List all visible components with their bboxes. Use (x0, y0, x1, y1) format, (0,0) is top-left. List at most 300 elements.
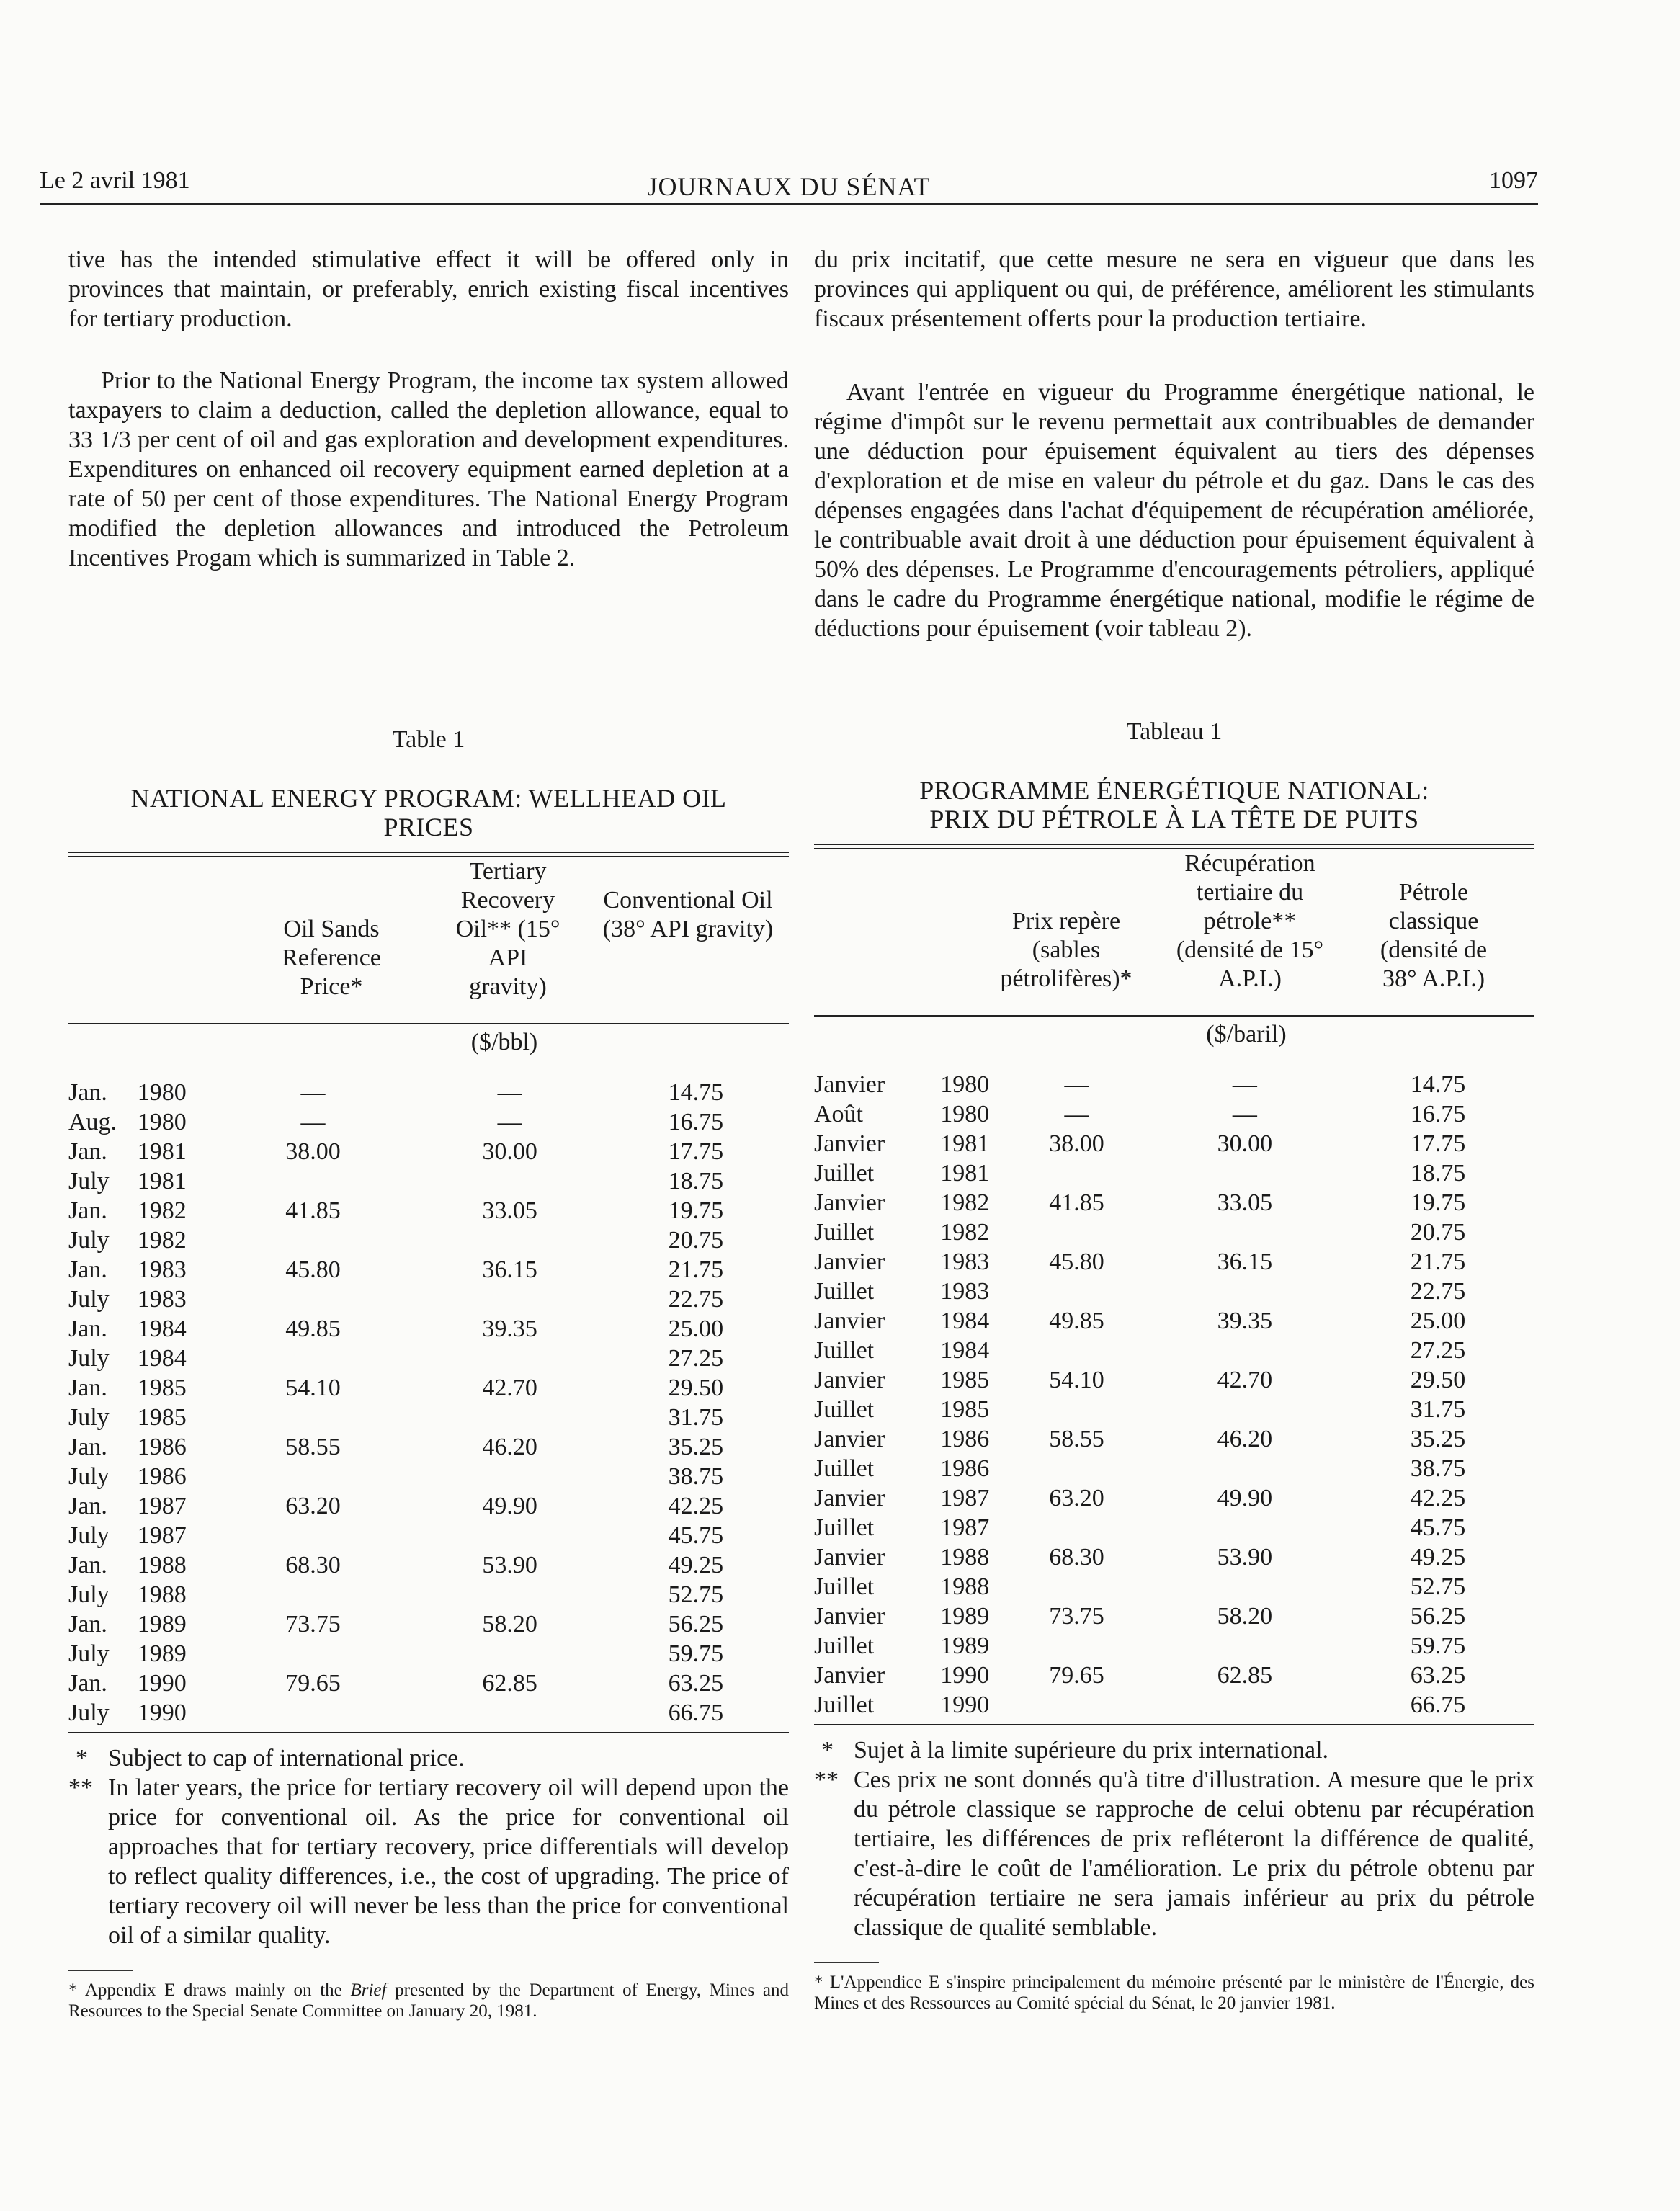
fr-cell-oil-sands-price: 58.55 (1049, 1426, 1104, 1452)
fr-cell-year: 1984 (940, 1308, 990, 1334)
fr-col-classic: Pétrole classique (densité de 38° A.P.I.) (1380, 879, 1488, 992)
en-cell-tertiary-price (416, 1166, 602, 1196)
fr-cell-year: 1980 (940, 1101, 990, 1127)
fr-cell-month: Juillet (814, 1514, 875, 1541)
fr-cell-tertiary-price (1148, 1158, 1341, 1188)
fr-cell-conventional-price: 49.25 (1410, 1544, 1466, 1571)
fr-cell-tertiary-price (1148, 1513, 1341, 1542)
en-units: ($/bbl) (470, 1029, 538, 1055)
fr-cell-tertiary-price: 30.00 (1217, 1130, 1273, 1157)
en-cell-conventional-price: 20.75 (668, 1227, 724, 1254)
en-cell-oil-sands-price: 68.30 (285, 1552, 341, 1578)
fr-cell-year: 1986 (940, 1426, 990, 1452)
en-cell-conventional-price: 25.00 (668, 1316, 724, 1342)
en-footnote-2 (68, 1773, 789, 1950)
en-cell-year: 1987 (137, 1493, 187, 1519)
fr-cell-year: 1989 (940, 1632, 990, 1659)
en-table-title: NATIONAL ENERGY PROGRAM: WELLHEAD OIL PRICES (130, 784, 727, 841)
en-col-oil-sands: Oil Sands Reference Price* (282, 916, 381, 1000)
fr-table-row (814, 1218, 1534, 1247)
en-cell-tertiary-price (416, 1521, 602, 1550)
fr-cell-tertiary-price: 49.90 (1217, 1485, 1273, 1511)
fr-cell-tertiary-price (1148, 1277, 1341, 1306)
fr-cell-month: Juillet (814, 1278, 875, 1305)
en-cell-oil-sands-price: 58.55 (285, 1434, 341, 1460)
fr-cell-conventional-price: 17.75 (1410, 1130, 1466, 1157)
en-table-row (68, 1373, 789, 1403)
fr-cell-oil-sands-price (1005, 1336, 1148, 1365)
fr-price-table (814, 1070, 1534, 1720)
fr-cell-conventional-price: 20.75 (1410, 1219, 1466, 1246)
header-page-number: 1097 (1489, 167, 1538, 194)
en-cell-oil-sands-price (209, 1344, 416, 1373)
en-cell-month: Jan. (68, 1493, 107, 1519)
fr-units: ($/baril) (1206, 1021, 1287, 1048)
fr-cell-year: 1990 (940, 1692, 990, 1718)
fr-cell-oil-sands-price (1005, 1454, 1148, 1483)
fr-paragraph-1: du prix incitatif, que cette mesure ne sera en vigueur que dans les provinces qui appliquent ou qui, de préférence, améliorent les stimulants fiscaux présentement offerts pour la production tertiaire. (814, 246, 1534, 332)
en-cell-year: 1986 (137, 1434, 187, 1460)
en-footnote-rule (68, 1970, 133, 1971)
en-cell-month: July (68, 1286, 110, 1313)
en-cell-year: 1985 (137, 1375, 187, 1401)
fr-cell-tertiary-price: 53.90 (1217, 1544, 1273, 1571)
en-table-row (68, 1639, 789, 1669)
en-cell-year: 1988 (137, 1552, 187, 1578)
en-cell-tertiary-price: 39.35 (482, 1316, 537, 1342)
en-appendix-note-emphasis: Brief (350, 1980, 387, 2000)
en-appendix-note-text-a: Appendix E draws mainly on the (84, 1980, 351, 2000)
en-cell-month: July (68, 1404, 110, 1431)
en-cell-conventional-price: 42.25 (668, 1493, 724, 1519)
fr-footnote-2-text: Ces prix ne sont donnés qu'à titre d'illustration. A mesure que le prix du pétrole classique se rapproche de celui obtenu par récupération tertiaire, les différences de prix refléteront la différence de qualité, c'est-à-dire le coût de l'amélioration. Le prix du pétrole obtenu par récupération tertiaire ne sera jamais inférieur au prix du pétrole classique de qualité semblable. (854, 1766, 1534, 1941)
fr-appendix-note-text: L'Appendice E s'inspire principalement du mémoire présenté par le ministère de l'Énergie, des Mines et des Ressources au Comité spécial du Sénat, le 20 janvier 1981. (814, 1973, 1535, 2013)
en-table-row (68, 1669, 789, 1698)
en-cell-year: 1981 (137, 1168, 187, 1194)
fr-table-row (814, 1365, 1534, 1395)
fr-cell-month: Janvier (814, 1603, 885, 1630)
en-cell-tertiary-price: 53.90 (482, 1552, 537, 1578)
en-cell-conventional-price: 63.25 (668, 1670, 724, 1697)
fr-table-label: Tableau 1 (1126, 718, 1223, 745)
fr-cell-oil-sands-price (1005, 1631, 1148, 1661)
fr-cell-oil-sands-price: 73.75 (1049, 1603, 1104, 1630)
fr-cell-tertiary-price (1148, 1690, 1341, 1720)
fr-cell-tertiary-price: — (1232, 1101, 1257, 1127)
en-footnote-1-text: Subject to cap of international price. (108, 1745, 465, 1772)
fr-footnote-1-text: Sujet à la limite supérieure du prix international. (854, 1737, 1329, 1764)
fr-cell-conventional-price: 19.75 (1410, 1189, 1466, 1216)
fr-cell-year: 1982 (940, 1189, 990, 1216)
fr-table-row (814, 1661, 1534, 1690)
fr-column-headers (814, 849, 1534, 1015)
fr-cell-month: Janvier (814, 1249, 885, 1275)
fr-cell-month: Août (814, 1101, 863, 1127)
en-cell-oil-sands-price (209, 1403, 416, 1432)
en-cell-tertiary-price: — (497, 1109, 522, 1135)
en-table-row (68, 1344, 789, 1373)
fr-cell-conventional-price: 38.75 (1410, 1455, 1466, 1482)
en-cell-oil-sands-price (209, 1225, 416, 1255)
en-cell-conventional-price: 56.25 (668, 1611, 724, 1638)
fr-cell-conventional-price: 16.75 (1410, 1101, 1466, 1127)
fr-cell-oil-sands-price (1005, 1513, 1148, 1542)
fr-cell-year: 1986 (940, 1455, 990, 1482)
en-cell-tertiary-price (416, 1285, 602, 1314)
en-cell-month: Jan. (68, 1670, 107, 1697)
fr-cell-conventional-price: 63.25 (1410, 1662, 1466, 1689)
header-date: Le 2 avril 1981 (40, 167, 190, 194)
fr-cell-tertiary-price: 46.20 (1217, 1426, 1273, 1452)
fr-cell-year: 1984 (940, 1337, 990, 1364)
fr-cell-oil-sands-price (1005, 1690, 1148, 1720)
fr-cell-year: 1987 (940, 1485, 990, 1511)
en-cell-conventional-price: 22.75 (668, 1286, 724, 1313)
fr-table-row (814, 1247, 1534, 1277)
en-table-row (68, 1166, 789, 1196)
fr-cell-conventional-price: 56.25 (1410, 1603, 1466, 1630)
fr-cell-month: Juillet (814, 1160, 875, 1187)
fr-cell-oil-sands-price: 79.65 (1049, 1662, 1104, 1689)
fr-cell-conventional-price: 14.75 (1410, 1071, 1466, 1098)
en-cell-year: 1988 (137, 1581, 187, 1608)
en-cell-tertiary-price: 46.20 (482, 1434, 537, 1460)
fr-table-row (814, 1602, 1534, 1631)
en-footnote-2-mark: ** (68, 1774, 93, 1801)
fr-cell-oil-sands-price: — (1064, 1071, 1089, 1098)
fr-cell-year: 1981 (940, 1130, 990, 1157)
en-col-tertiary: Tertiary Recovery Oil** (15° API gravity) (455, 858, 560, 1000)
en-cell-year: 1986 (137, 1463, 187, 1490)
en-cell-conventional-price: 49.25 (668, 1552, 724, 1578)
fr-table-row (814, 1099, 1534, 1129)
fr-footnote-1-mark: * (821, 1737, 834, 1764)
fr-cell-oil-sands-price (1005, 1158, 1148, 1188)
en-appendix-note (68, 1980, 789, 2022)
fr-cell-month: Juillet (814, 1573, 875, 1600)
french-column (814, 245, 1534, 2014)
en-cell-conventional-price: 38.75 (668, 1463, 724, 1490)
en-cell-year: 1981 (137, 1138, 187, 1165)
fr-cell-conventional-price: 52.75 (1410, 1573, 1466, 1600)
fr-table-row (814, 1424, 1534, 1454)
en-cell-month: July (68, 1168, 110, 1194)
en-cell-conventional-price: 59.75 (668, 1640, 724, 1667)
en-cell-month: July (68, 1581, 110, 1608)
en-table-bottom-rule (68, 1732, 789, 1733)
fr-table-row (814, 1158, 1534, 1188)
en-cell-conventional-price: 27.25 (668, 1345, 724, 1372)
english-column (68, 245, 789, 2022)
fr-cell-oil-sands-price: 38.00 (1049, 1130, 1104, 1157)
fr-cell-tertiary-price: 42.70 (1217, 1367, 1273, 1393)
en-cell-oil-sands-price: — (300, 1079, 326, 1106)
fr-cell-month: Juillet (814, 1632, 875, 1659)
fr-cell-tertiary-price: 36.15 (1217, 1249, 1273, 1275)
fr-cell-month: Janvier (814, 1485, 885, 1511)
en-table-row (68, 1403, 789, 1432)
fr-table-title-line-2: PRIX DU PÉTROLE À LA TÊTE DE PUITS (929, 805, 1419, 834)
en-cell-month: Jan. (68, 1434, 107, 1460)
en-cell-month: Jan. (68, 1552, 107, 1578)
fr-cell-tertiary-price (1148, 1395, 1341, 1424)
en-cell-oil-sands-price: 73.75 (285, 1611, 341, 1638)
fr-cell-year: 1982 (940, 1219, 990, 1246)
fr-cell-conventional-price: 18.75 (1410, 1160, 1466, 1187)
en-table-row (68, 1137, 789, 1166)
fr-table-row (814, 1454, 1534, 1483)
en-header-rule (68, 1023, 789, 1024)
en-cell-conventional-price: 17.75 (668, 1138, 724, 1165)
fr-table-row (814, 1306, 1534, 1336)
en-cell-year: 1990 (137, 1699, 187, 1726)
en-table-row (68, 1285, 789, 1314)
fr-table-row (814, 1542, 1534, 1572)
fr-cell-year: 1981 (940, 1160, 990, 1187)
fr-table-row (814, 1690, 1534, 1720)
en-table-row (68, 1462, 789, 1491)
en-cell-tertiary-price (416, 1698, 602, 1728)
fr-cell-tertiary-price (1148, 1218, 1341, 1247)
en-cell-tertiary-price: 36.15 (482, 1256, 537, 1283)
en-cell-oil-sands-price: 79.65 (285, 1670, 341, 1697)
fr-table-row (814, 1513, 1534, 1542)
en-cell-tertiary-price: 49.90 (482, 1493, 537, 1519)
en-column-headers (68, 857, 789, 1023)
fr-cell-month: Janvier (814, 1308, 885, 1334)
fr-table-row (814, 1277, 1534, 1306)
fr-cell-month: Juillet (814, 1337, 875, 1364)
fr-cell-month: Janvier (814, 1426, 885, 1452)
fr-cell-oil-sands-price (1005, 1572, 1148, 1602)
fr-table-row (814, 1395, 1534, 1424)
fr-table-top-rule (814, 844, 1534, 849)
en-cell-conventional-price: 52.75 (668, 1581, 724, 1608)
fr-cell-conventional-price: 29.50 (1410, 1367, 1466, 1393)
fr-table-row (814, 1129, 1534, 1158)
en-cell-oil-sands-price: 41.85 (285, 1197, 341, 1224)
en-cell-conventional-price: 66.75 (668, 1699, 724, 1726)
header-journal-title: JOURNAUX DU SÉNAT (647, 172, 931, 201)
en-cell-tertiary-price (416, 1462, 602, 1491)
en-cell-conventional-price: 14.75 (668, 1079, 724, 1106)
en-table-row (68, 1107, 789, 1137)
en-cell-month: July (68, 1640, 110, 1667)
en-cell-year: 1984 (137, 1345, 187, 1372)
en-footnote-1 (68, 1743, 789, 1773)
en-cell-oil-sands-price (209, 1166, 416, 1196)
en-cell-month: Jan. (68, 1611, 107, 1638)
en-cell-oil-sands-price (209, 1698, 416, 1728)
fr-table-row (814, 1070, 1534, 1099)
en-cell-tertiary-price (416, 1580, 602, 1609)
en-table-row (68, 1580, 789, 1609)
en-cell-conventional-price: 45.75 (668, 1522, 724, 1549)
en-cell-oil-sands-price: 45.80 (285, 1256, 341, 1283)
fr-cell-month: Janvier (814, 1544, 885, 1571)
fr-footnote-1 (814, 1736, 1534, 1765)
en-table-row (68, 1550, 789, 1580)
en-cell-year: 1982 (137, 1197, 187, 1224)
fr-cell-oil-sands-price: 63.20 (1049, 1485, 1104, 1511)
fr-table-row (814, 1572, 1534, 1602)
fr-cell-month: Janvier (814, 1367, 885, 1393)
en-table-row (68, 1521, 789, 1550)
en-cell-tertiary-price (416, 1225, 602, 1255)
en-cell-month: July (68, 1699, 110, 1726)
fr-cell-month: Janvier (814, 1130, 885, 1157)
en-table-label: Table 1 (392, 726, 465, 753)
fr-cell-tertiary-price (1148, 1454, 1341, 1483)
en-cell-conventional-price: 19.75 (668, 1197, 724, 1224)
fr-cell-oil-sands-price: 41.85 (1049, 1189, 1104, 1216)
fr-cell-month: Juillet (814, 1396, 875, 1423)
en-cell-year: 1990 (137, 1670, 187, 1697)
fr-cell-year: 1989 (940, 1603, 990, 1630)
en-cell-tertiary-price: 58.20 (482, 1611, 537, 1638)
fr-cell-year: 1983 (940, 1278, 990, 1305)
fr-cell-month: Juillet (814, 1219, 875, 1246)
fr-cell-tertiary-price: 33.05 (1217, 1189, 1273, 1216)
en-paragraph-1: tive has the intended stimulative effect it will be offered only in provinces that maintain, or preferably, enrich existing fiscal incentives for tertiary production. (68, 246, 789, 332)
fr-cell-tertiary-price (1148, 1631, 1341, 1661)
fr-cell-conventional-price: 27.25 (1410, 1337, 1466, 1364)
en-cell-oil-sands-price: 54.10 (285, 1375, 341, 1401)
en-cell-month: Jan. (68, 1316, 107, 1342)
en-table-row (68, 1255, 789, 1285)
en-cell-month: Jan. (68, 1197, 107, 1224)
en-table-row (68, 1078, 789, 1107)
en-cell-month: July (68, 1227, 110, 1254)
en-cell-month: July (68, 1522, 110, 1549)
fr-cell-oil-sands-price: 54.10 (1049, 1367, 1104, 1393)
fr-cell-year: 1987 (940, 1514, 990, 1541)
fr-cell-conventional-price: 25.00 (1410, 1308, 1466, 1334)
fr-table-row (814, 1336, 1534, 1365)
fr-col-reference-price: Prix repère (sables pétrolifères)* (1000, 908, 1132, 992)
en-cell-month: Jan. (68, 1375, 107, 1401)
en-cell-oil-sands-price: 49.85 (285, 1316, 341, 1342)
en-appendix-note-text-b: presented by the Department of Energy, Mines and Resources to the Special Senate Committee on January 20, 1981. (68, 1980, 789, 2021)
fr-table-row (814, 1483, 1534, 1513)
fr-cell-month: Janvier (814, 1662, 885, 1689)
en-cell-conventional-price: 16.75 (668, 1109, 724, 1135)
en-cell-oil-sands-price (209, 1285, 416, 1314)
en-cell-tertiary-price: 30.00 (482, 1138, 537, 1165)
fr-cell-conventional-price: 22.75 (1410, 1278, 1466, 1305)
en-cell-conventional-price: 21.75 (668, 1256, 724, 1283)
fr-cell-year: 1988 (940, 1544, 990, 1571)
en-table-row (68, 1491, 789, 1521)
en-footnote-2-text: In later years, the price for tertiary recovery oil will depend upon the price for conventional oil. As the price for conventional oil approaches that for tertiary recovery, price differentials will develop to reflect quality differences, i.e., the cost of upgrading. The price of tertiary recovery oil will never be less than the price for conventional oil of a similar quality. (108, 1774, 789, 1949)
fr-footnote-2-mark: ** (814, 1766, 839, 1793)
fr-cell-year: 1985 (940, 1396, 990, 1423)
fr-cell-tertiary-price: — (1232, 1071, 1257, 1098)
fr-cell-conventional-price: 45.75 (1410, 1514, 1466, 1541)
fr-table-row (814, 1631, 1534, 1661)
en-cell-oil-sands-price (209, 1462, 416, 1491)
en-cell-tertiary-price (416, 1639, 602, 1669)
fr-paragraph-2: Avant l'entrée en vigueur du Programme énergétique national, le régime d'impôt sur le revenu permettait aux contribuables de demander une déduction pour épuisement équivalent au tiers des dépenses d'exploration et de mise en valeur du pétrole et du gaz. Dans le cas des dépenses engagées dans l'achat d'équipement de récupération améliorée, le contribuable avait droit à une déduction pour épuisement équivalent à 50% des dépenses. Le Programme d'encouragements pétroliers, appliqué dans le cadre du Programme énergétique national, modifie le régime de déductions pour épuisement (voir tableau 2). (814, 379, 1534, 642)
en-paragraph-2: Prior to the National Energy Program, the income tax system allowed taxpayers to claim a deduction, called the depletion allowance, equal to 33 1/3 per cent of oil and gas exploration and development expenditures. Expenditures on enhanced oil recovery equipment earned depletion at a rate of 50 per cent of those expenditures. The National Energy Program modified the depletion allowances and introduced the Petroleum Incentives Progam which is summarized in Table 2. (68, 367, 789, 571)
fr-cell-conventional-price: 31.75 (1410, 1396, 1466, 1423)
fr-footnote-2 (814, 1765, 1534, 1942)
fr-cell-oil-sands-price: — (1064, 1101, 1089, 1127)
en-cell-year: 1987 (137, 1522, 187, 1549)
en-col-conventional: Conventional Oil (38° API gravity) (602, 887, 774, 942)
fr-cell-tertiary-price: 39.35 (1217, 1308, 1273, 1334)
en-table-row (68, 1432, 789, 1462)
en-cell-year: 1984 (137, 1316, 187, 1342)
en-cell-oil-sands-price (209, 1639, 416, 1669)
en-cell-oil-sands-price: 38.00 (285, 1138, 341, 1165)
fr-cell-month: Juillet (814, 1455, 875, 1482)
en-cell-tertiary-price (416, 1344, 602, 1373)
fr-cell-month: Janvier (814, 1189, 885, 1216)
en-cell-tertiary-price: — (497, 1079, 522, 1106)
en-cell-year: 1983 (137, 1256, 187, 1283)
en-cell-conventional-price: 31.75 (668, 1404, 724, 1431)
en-cell-tertiary-price: 42.70 (482, 1375, 537, 1401)
fr-cell-month: Janvier (814, 1071, 885, 1098)
en-cell-oil-sands-price (209, 1580, 416, 1609)
en-cell-year: 1985 (137, 1404, 187, 1431)
en-cell-year: 1982 (137, 1227, 187, 1254)
fr-cell-tertiary-price: 62.85 (1217, 1662, 1273, 1689)
en-cell-conventional-price: 18.75 (668, 1168, 724, 1194)
fr-appendix-note-mark: * (814, 1973, 823, 1992)
en-table-top-rule (68, 852, 789, 857)
fr-table-row (814, 1188, 1534, 1218)
fr-header-rule (814, 1015, 1534, 1017)
fr-cell-oil-sands-price: 68.30 (1049, 1544, 1104, 1571)
fr-footnote-rule (814, 1962, 879, 1963)
en-cell-month: Aug. (68, 1109, 117, 1135)
fr-cell-oil-sands-price: 49.85 (1049, 1308, 1104, 1334)
fr-cell-conventional-price: 35.25 (1410, 1426, 1466, 1452)
fr-col-tertiary: Récupération tertiaire du pétrole** (densité de 15° A.P.I.) (1176, 850, 1324, 992)
en-cell-oil-sands-price: — (300, 1109, 326, 1135)
en-table-row (68, 1314, 789, 1344)
fr-cell-year: 1985 (940, 1367, 990, 1393)
fr-cell-year: 1980 (940, 1071, 990, 1098)
en-price-table (68, 1078, 789, 1728)
en-table-row (68, 1196, 789, 1225)
fr-cell-year: 1988 (940, 1573, 990, 1600)
en-table-row (68, 1698, 789, 1728)
fr-cell-conventional-price: 42.25 (1410, 1485, 1466, 1511)
en-cell-conventional-price: 35.25 (668, 1434, 724, 1460)
en-cell-year: 1980 (137, 1079, 187, 1106)
fr-cell-month: Juillet (814, 1692, 875, 1718)
fr-cell-tertiary-price (1148, 1336, 1341, 1365)
fr-table-bottom-rule (814, 1724, 1534, 1725)
en-cell-conventional-price: 29.50 (668, 1375, 724, 1401)
fr-cell-oil-sands-price (1005, 1218, 1148, 1247)
en-cell-month: July (68, 1345, 110, 1372)
en-cell-tertiary-price: 33.05 (482, 1197, 537, 1224)
en-appendix-note-mark: * (68, 1980, 78, 2000)
en-cell-tertiary-price (416, 1403, 602, 1432)
running-header (40, 167, 1538, 205)
fr-cell-conventional-price: 66.75 (1410, 1692, 1466, 1718)
en-cell-tertiary-price: 62.85 (482, 1670, 537, 1697)
fr-cell-conventional-price: 21.75 (1410, 1249, 1466, 1275)
fr-cell-tertiary-price (1148, 1572, 1341, 1602)
en-cell-month: Jan. (68, 1138, 107, 1165)
fr-appendix-note (814, 1972, 1534, 2014)
en-cell-year: 1983 (137, 1286, 187, 1313)
